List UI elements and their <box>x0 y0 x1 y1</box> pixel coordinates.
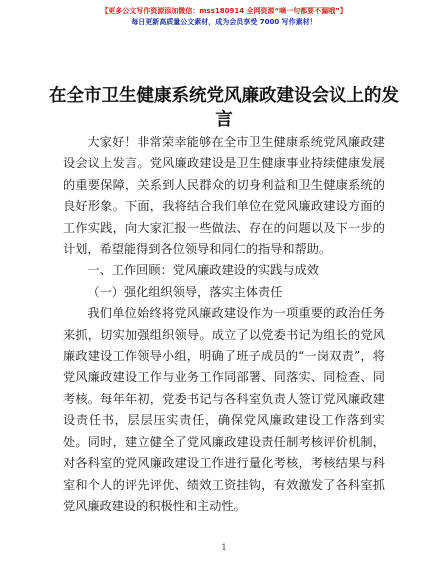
promo-banner-line-1: 【更多公文写作资源添加微信：mss180914 全网资源“嘀一句都要不漏哦”】 <box>101 7 347 15</box>
section-heading: 一、工作回顾：党风廉政建设的实践与成效 <box>87 263 319 278</box>
promo-banner-line-2: 每日更新高质量公文素材，成为会员享受 7000 写作素材！ <box>131 18 317 26</box>
body-paragraph: 我们单位始终将党风廉政建设作为一项重要的政治任务来抓，切实加强组织领导。成立了以党委书记为组长的党风廉政建设工作领导小组，明确了班子成员的“一岗双责”，将党风廉政建设工作与业务工作同部署、同落实、同检查、同考核。每年年初，党委书记与各科室负责人签订党风廉政建设责任书，层层压实责任，确保党风廉政建设工作落到实处。同时，建立健全了党风廉政建设责任制考核评价机制，对各科室的党风廉政建设工作进行量化考核，考核结果与科室和个人的评先评优、绩效工资挂钩，有效激发了各科室抓党风廉政建设的积极性和主动性。 <box>63 306 385 513</box>
document-title: 在全市卫生健康系统党风廉政建设会议上的发言 <box>49 86 399 130</box>
page-number: 1 <box>221 543 227 552</box>
intro-paragraph: 大家好！非常荣幸能够在全市卫生健康系统党风廉政建设会议上发言。党风廉政建设是卫生健康事业持续健康发展的重要保障，关系到人民群众的切身利益和卫生健康系统的良好形象。下面，我将结合我们单位在党风廉政建设方面的工作实践，向大家汇报一些做法、存在的问题以及下一步的计划，希望能得到各位领导和同仁的指导和帮助。 <box>63 135 385 257</box>
subsection-heading: （一）强化组织领导，落实主体责任 <box>87 284 283 299</box>
document-body <box>63 132 385 517</box>
promo-banner <box>0 6 448 28</box>
